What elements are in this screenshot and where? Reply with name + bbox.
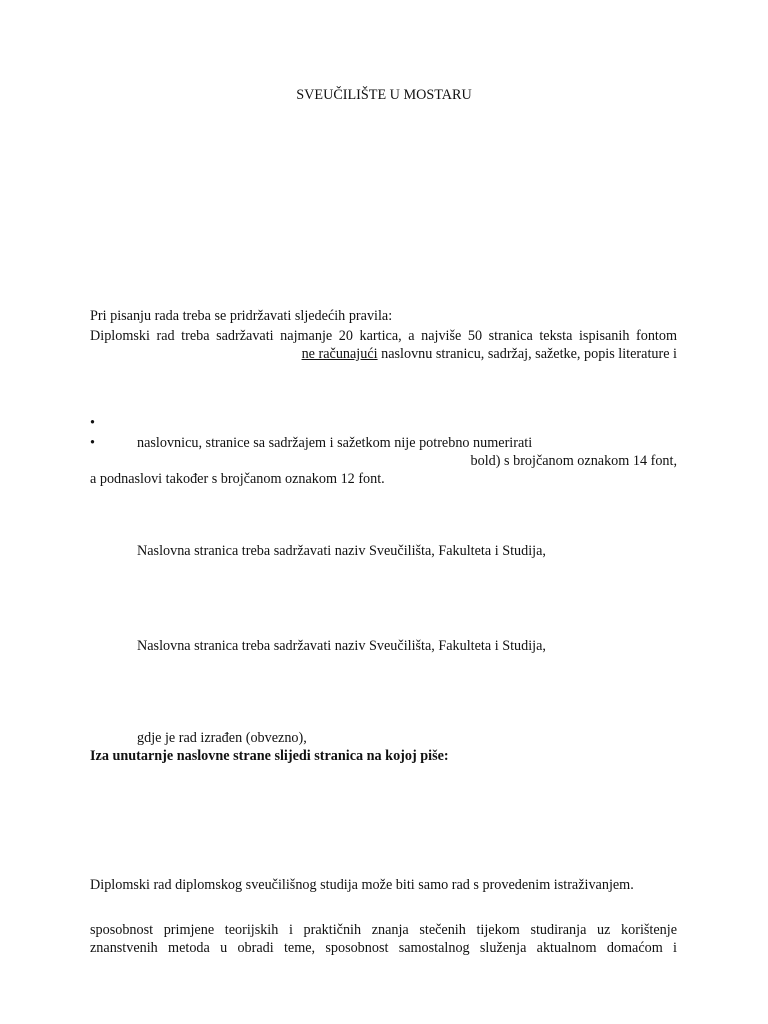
heading-rule-line2: a podnaslovi također s brojčanom oznakom 12 font. <box>90 471 385 487</box>
not-counting-underlined: ne računajući <box>301 346 378 362</box>
bullet-empty: • <box>90 415 95 431</box>
bullet-numbering-marker: • <box>90 435 95 451</box>
ability-line2: znanstvenih metoda u obradi teme, sposobnost samostalnog služenja aktualnom domaćom i <box>90 940 677 956</box>
rule-length-line2 <box>302 345 677 363</box>
university-title: SVEUČILIŠTE U MOSTARU <box>296 87 472 103</box>
title-page-paragraph-1: Naslovna stranica treba sadržavati naziv Sveučilišta, Fakulteta i Studija, <box>137 543 546 559</box>
rule-length-line2-rest: naslovnu stranicu, sadržaj, sažetke, popis literature i <box>381 346 677 362</box>
heading-rule-line1: bold) s brojčanom oznakom 14 font, <box>470 453 677 469</box>
rules-intro: Pri pisanju rada treba se pridržavati sljedećih pravila: <box>90 308 393 324</box>
title-page-paragraph-2: Naslovna stranica treba sadržavati naziv Sveučilišta, Fakulteta i Studija, <box>137 638 546 654</box>
graduate-thesis-text: Diplomski rad diplomskog sveučilišnog studija može biti samo rad s provedenim istraživanjem. <box>90 877 634 893</box>
inner-title-heading: Iza unutarnje naslovne strane slijedi stranica na kojoj piše: <box>90 748 449 764</box>
rule-length-line1: Diplomski rad treba sadržavati najmanje 20 kartica, a najviše 50 stranica teksta ispisanih fontom <box>90 328 677 344</box>
ability-line1: sposobnost primjene teorijskih i praktičnih znanja stečenih tijekom studiranja uz korištenje <box>90 922 677 938</box>
bullet-numbering-text: naslovnicu, stranice sa sadržajem i sažetkom nije potrebno numerirati <box>137 435 533 451</box>
where-made-text: gdje je rad izrađen (obvezno), <box>137 730 307 746</box>
